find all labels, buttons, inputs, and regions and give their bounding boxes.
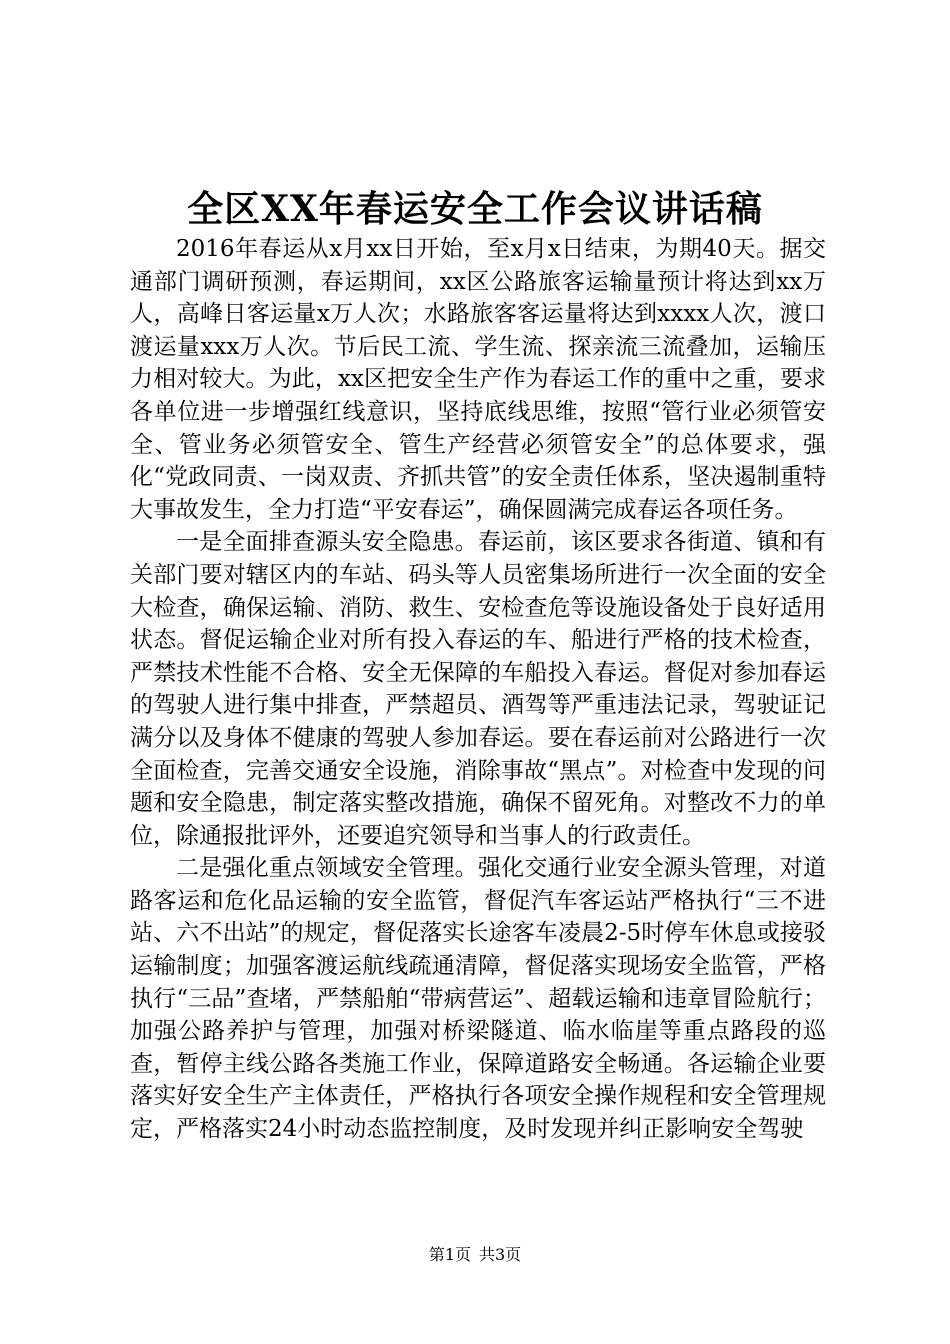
page-total: 共3页 — [479, 1245, 522, 1264]
paragraph-point-two: 二是强化重点领域安全管理。强化交通行业安全源头管理，对道路客运和危化品运输的安全监管，督促汽车客运站严格执行“三不进站、六不出站”的规定，督促落实长途客车凌晨2-5时停车休息或接驳运输制度；加强客渡运航线疏通清障，督促落实现场安全监管，严格执行“三品”查堵，严禁船舶“带病营运”、超载运输和违章冒险航行；加强公路养护与管理，加强对桥梁隧道、临水临崖等重点路段的巡查，暂停主线公路各类施工作业，保障道路安全畅通。各运输企业要落实好安全生产主体责任，严格执行各项安全操作规程和安全管理规定，严格落实24小时动态监控制度，及时发现并纠正影响安全驾驶 — [130, 855, 826, 1143]
page-number: 第1页 — [428, 1245, 471, 1264]
page-footer — [0, 1244, 950, 1266]
document-body — [130, 233, 826, 1146]
document-title: 全区XX年春运安全工作会议讲话稿 — [187, 188, 763, 230]
paragraph-point-one: 一是全面排查源头安全隐患。春运前，该区要求各街道、镇和有关部门要对辖区内的车站、码头等人员密集场所进行一次全面的安全大检查，确保运输、消防、救生、安检查危等设施设备处于良好适用状态。督促运输企业对所有投入春运的车、船进行严格的技术检查，严禁技术性能不合格、安全无保障的车船投入春运。督促对参加春运的驾驶人进行集中排查，严禁超员、酒驾等严重违法记录，驾驶证记满分以及身体不健康的驾驶人参加春运。要在春运前对公路进行一次全面检查，完善交通安全设施，消除事故“黑点”。对检查中发现的问题和安全隐患，制定落实整改措施，确保不留死角。对整改不力的单位，除通报批评外，还要追究领导和当事人的行政责任。 — [130, 529, 826, 849]
paragraph-intro: 2016年春运从x月xx日开始，至x月x日结束，为期40天。据交通部门调研预测，春运期间，xx区公路旅客运输量预计将达到xx万人，高峰日客运量x万人次；水路旅客客运量将达到xxxx人次，渡口渡运量xxx万人次。节后民工流、学生流、探亲流三流叠加，运输压力相对较大。为此，xx区把安全生产作为春运工作的重中之重，要求各单位进一步增强红线意识，坚持底线思维，按照“管行业必须管安全、管业务必须管安全、管生产经营必须管安全”的总体要求，强化“党政同责、一岗双责、齐抓共管”的安全责任体系，坚决遏制重特大事故发生，全力打造“平安春运”，确保圆满完成春运各项任务。 — [130, 236, 826, 523]
